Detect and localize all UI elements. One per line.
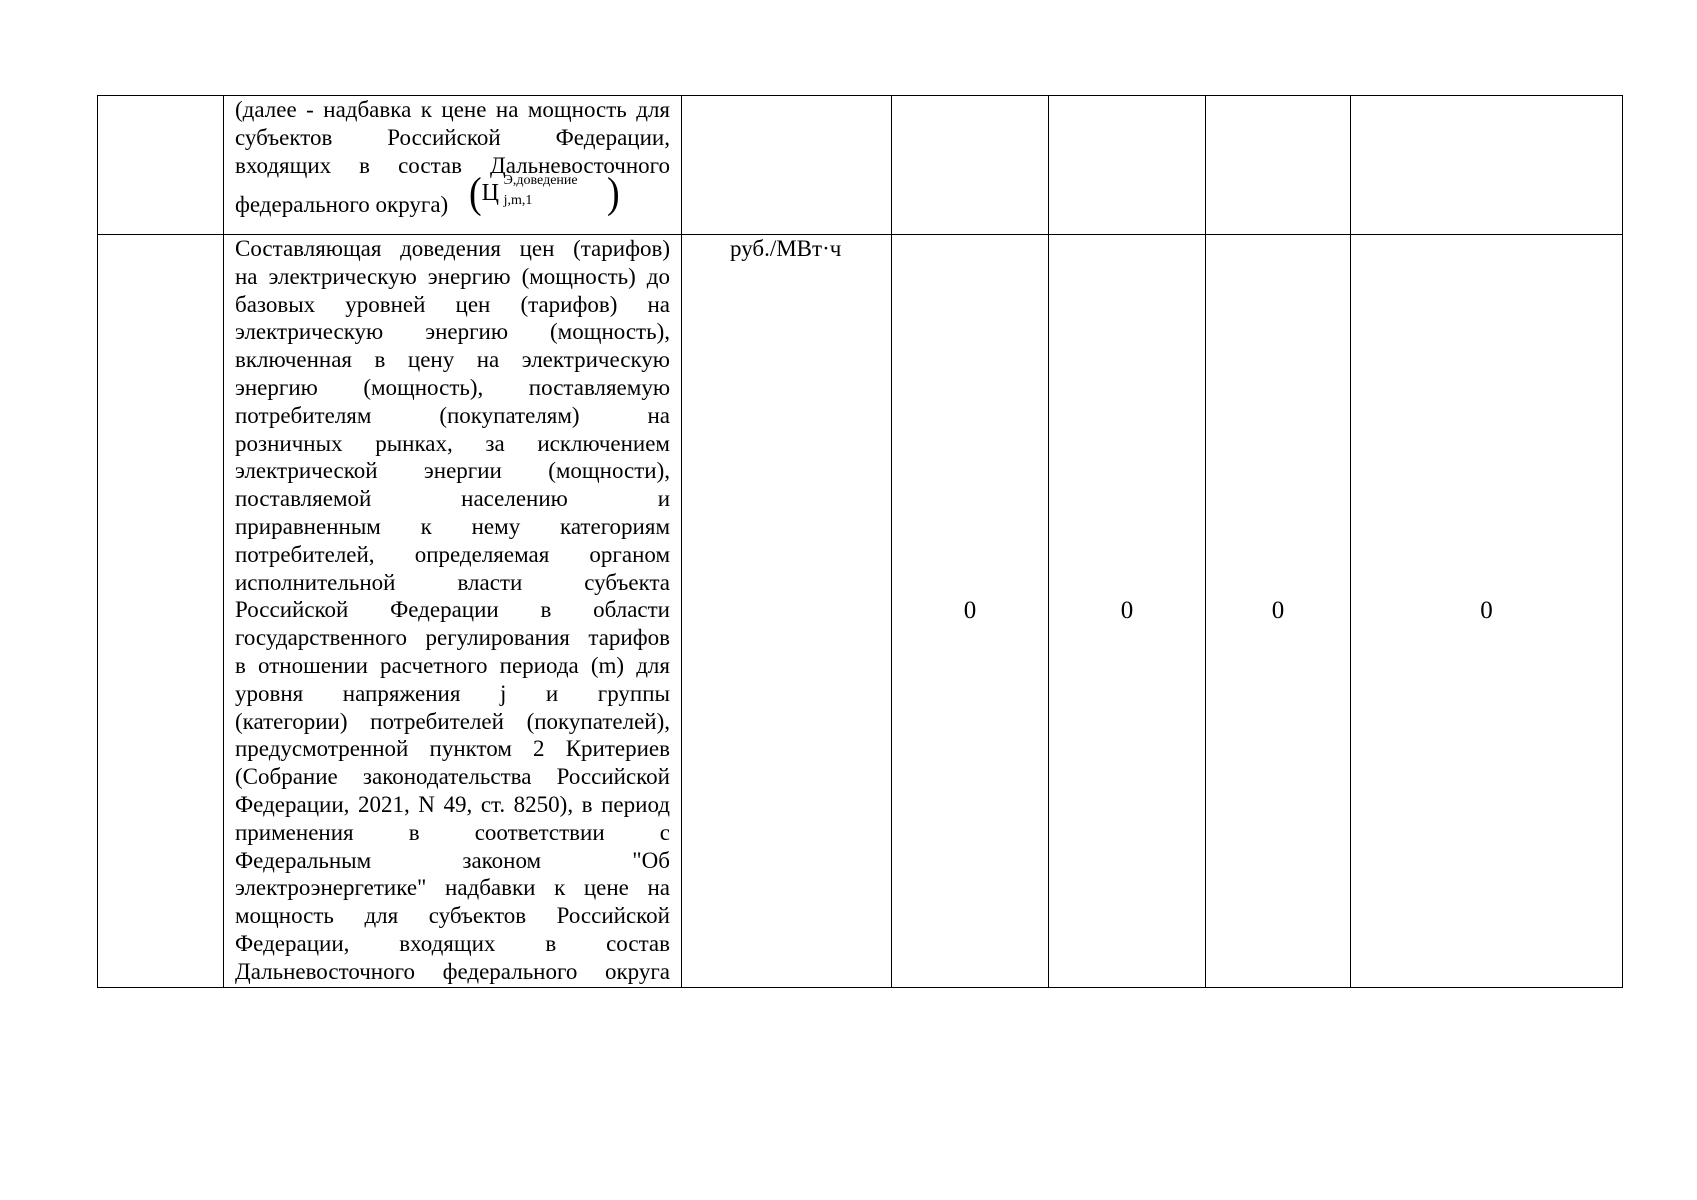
description-line: Составляющая доведения цен (тарифов) [235, 236, 670, 261]
description-line: субъектов Российской Федерации, [235, 124, 670, 150]
description-line: энергию (мощность), поставляемую [235, 374, 670, 400]
value-cell: 0 [1049, 235, 1206, 988]
description-line: (категории) потребителей (покупателей), [235, 708, 670, 734]
description-line: электроэнергетике" надбавки к цене на [235, 875, 670, 901]
price-formula: (Ц Э,доведение j,m,1 ) [469, 169, 620, 218]
formula-superscript: Э,доведение [503, 173, 578, 189]
value-cell [1206, 96, 1351, 235]
row-number-cell [98, 96, 224, 235]
description-line: приравненным к нему категориям [235, 513, 670, 539]
description-line: Дальневосточного федерального округа [235, 958, 670, 984]
value-cell [1351, 96, 1623, 235]
row-number-cell [98, 235, 224, 988]
description-line: мощность для субъектов Российской [235, 903, 670, 929]
description-line: потребителям (покупателям) на [235, 402, 670, 428]
formula-symbol: Ц [481, 180, 499, 207]
description-line: включенная в цену на электрическую [235, 347, 670, 373]
description-line: Федерации, 2021, N 49, ст. 8250), в период [235, 791, 670, 817]
description-formula-line [235, 169, 670, 218]
description-line: на электрическую энергию (мощность) до [235, 263, 670, 289]
description-line: входящих в состав Дальневосточного [235, 152, 670, 178]
value-cell: 0 [892, 235, 1049, 988]
description-line: федерального округа) [235, 191, 449, 217]
description-cell [224, 235, 682, 988]
description-line: электрическую энергию (мощность), [235, 319, 670, 345]
unit-label: руб./МВт·ч [730, 236, 842, 261]
description-line: Российской Федерации в области [235, 597, 670, 623]
table-row [98, 96, 1623, 235]
unit-cell [682, 96, 892, 235]
formula-subscript: j,m,1 [503, 193, 533, 209]
value-cell: 0 [1206, 235, 1351, 988]
unit-cell [682, 235, 892, 988]
table-row [98, 235, 1623, 988]
description-line: базовых уровней цен (тарифов) на [235, 291, 670, 317]
description-line: Федерации, входящих в состав [235, 930, 670, 956]
description-line: Федеральным законом "Об [235, 847, 670, 873]
value-cell: 0 [1351, 235, 1623, 988]
description-line: исполнительной власти субъекта [235, 569, 670, 595]
description-line: в отношении расчетного периода (m) для [235, 652, 670, 678]
description-line: государственного регулирования тарифов [235, 625, 670, 651]
description-line: (Собрание законодательства Российской [235, 764, 670, 790]
value-cell [892, 96, 1049, 235]
description-line: розничных рынках, за исключением [235, 430, 670, 456]
description-line: (далее - надбавка к цене на мощность для [235, 97, 670, 122]
value-cell [1049, 96, 1206, 235]
description-cell [224, 96, 682, 235]
description-line: поставляемой населению и [235, 486, 670, 512]
description-line: уровня напряжения j и группы [235, 680, 670, 706]
tariff-table [97, 95, 1623, 988]
description-line: электрической энергии (мощности), [235, 458, 670, 484]
description-line: предусмотренной пунктом 2 Критериев [235, 736, 670, 762]
description-line: потребителей, определяемая органом [235, 541, 670, 567]
description-line: применения в соответствии с [235, 819, 670, 845]
